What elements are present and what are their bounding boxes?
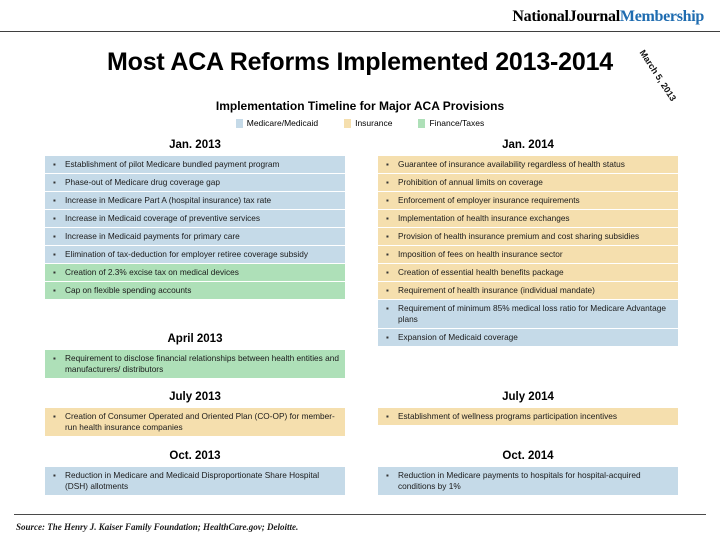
timeline-item-label: Prohibition of annual limits on coverage — [398, 177, 543, 187]
timeline-group-rows — [378, 156, 678, 346]
timeline-item — [378, 156, 678, 173]
timeline-group-rows — [378, 467, 678, 495]
timeline-item-label: Establishment of wellness programs participation incentives — [398, 411, 618, 421]
bullet-icon: ▪ — [386, 196, 389, 205]
timeline-item — [378, 174, 678, 191]
timeline-item-label: Expansion of Medicaid coverage — [398, 332, 518, 342]
timeline-item — [378, 329, 678, 346]
timeline-item — [45, 350, 345, 378]
timeline-item-label: Requirement to disclose financial relationships between health entities and manufacturers/ distributors — [65, 353, 339, 374]
timeline-item-label: Reduction in Medicare payments to hospitals for hospital-acquired conditions by 1% — [398, 470, 641, 491]
timeline-item-label: Elimination of tax-deduction for employer retiree coverage subsidy — [65, 249, 309, 259]
timeline-item — [378, 408, 678, 425]
footer-divider — [14, 514, 706, 515]
bullet-icon: ▪ — [386, 412, 389, 421]
timeline-group — [45, 449, 345, 496]
bullet-icon: ▪ — [386, 286, 389, 295]
legend-swatch-finance — [418, 119, 425, 128]
timeline-group-rows — [378, 408, 678, 425]
legend — [0, 118, 720, 128]
timeline-group — [378, 449, 678, 496]
timeline-item-label: Establishment of pilot Medicare bundled payment program — [65, 159, 280, 169]
timeline-item — [378, 192, 678, 209]
timeline-item-label: Guarantee of insurance availability regardless of health status — [398, 159, 625, 169]
timeline-item — [45, 192, 345, 209]
timeline-group-rows — [45, 156, 345, 299]
timeline-item — [378, 210, 678, 227]
timeline-item-label: Increase in Medicaid coverage of preventive services — [65, 213, 261, 223]
page-title: Most ACA Reforms Implemented 2013-2014 — [107, 48, 613, 76]
legend-item-finance — [418, 118, 484, 128]
legend-swatch-insurance — [344, 119, 351, 128]
timeline-item — [378, 282, 678, 299]
timeline-group-rows — [45, 467, 345, 495]
timeline-group-rows — [45, 350, 345, 378]
timeline-group — [45, 390, 345, 437]
legend-item-medicare — [236, 118, 318, 128]
timeline-item-label: Phase-out of Medicare drug coverage gap — [65, 177, 220, 187]
timeline-group-heading: April 2013 — [167, 333, 223, 345]
timeline-item-label: Enforcement of employer insurance requirements — [398, 195, 580, 205]
timeline-group-heading: July 2013 — [169, 391, 221, 403]
bullet-icon: ▪ — [53, 178, 56, 187]
bullet-icon: ▪ — [53, 286, 56, 295]
bullet-icon: ▪ — [53, 268, 56, 277]
bullet-icon: ▪ — [386, 160, 389, 169]
legend-label-medicare: Medicare/Medicaid — [246, 118, 319, 128]
timeline-item — [378, 467, 678, 495]
timeline-item-label: Cap on flexible spending accounts — [65, 285, 192, 295]
bullet-icon: ▪ — [386, 250, 389, 259]
bullet-icon: ▪ — [53, 471, 56, 480]
bullet-icon: ▪ — [53, 196, 56, 205]
timeline-item-label: Reduction in Medicare and Medicaid Disproportionate Share Hospital (DSH) allotments — [65, 470, 320, 491]
legend-label-insurance: Insurance — [355, 118, 393, 128]
bullet-icon: ▪ — [386, 214, 389, 223]
timeline-item — [45, 210, 345, 227]
bullet-icon: ▪ — [386, 333, 389, 342]
timeline-item-label: Creation of 2.3% excise tax on medical devices — [65, 267, 239, 277]
timeline-item-label: Increase in Medicare Part A (hospital insurance) tax rate — [65, 195, 272, 205]
legend-item-insurance — [344, 118, 392, 128]
timeline-item — [45, 156, 345, 173]
legend-swatch-medicare — [236, 119, 243, 128]
timeline-group — [378, 390, 678, 426]
timeline-group-heading: July 2014 — [502, 391, 554, 403]
brand-name-primary: NationalJournal — [512, 8, 620, 25]
bullet-icon: ▪ — [386, 268, 389, 277]
timeline-item — [45, 467, 345, 495]
timeline-item-label: Implementation of health insurance exchanges — [398, 213, 570, 223]
header-divider — [0, 31, 720, 32]
timeline-item-label: Imposition of fees on health insurance sector — [398, 249, 563, 259]
bullet-icon: ▪ — [386, 232, 389, 241]
timeline-item-label: Requirement of minimum 85% medical loss ratio for Medicare Advantage plans — [398, 303, 666, 324]
timeline-group-rows — [45, 408, 345, 436]
bullet-icon: ▪ — [53, 250, 56, 259]
timeline-item-label: Creation of essential health benefits package — [398, 267, 564, 277]
date-stamp-label: March 5, 2013 — [637, 48, 679, 103]
brand-name-secondary: Membership — [619, 8, 704, 25]
timeline-item — [45, 264, 345, 281]
timeline-item — [378, 264, 678, 281]
bullet-icon: ▪ — [53, 412, 56, 421]
timeline-item — [45, 246, 345, 263]
bullet-icon: ▪ — [386, 178, 389, 187]
bullet-icon: ▪ — [53, 232, 56, 241]
timeline-item-label: Increase in Medicaid payments for primary care — [65, 231, 240, 241]
timeline-item-label: Creation of Consumer Operated and Oriented Plan (CO-OP) for member-run health insurance companies — [65, 411, 335, 432]
timeline-item — [378, 246, 678, 263]
timeline-group — [378, 138, 678, 347]
bullet-icon: ▪ — [386, 304, 389, 313]
legend-label-finance: Finance/Taxes — [429, 118, 485, 128]
timeline-item — [378, 300, 678, 328]
timeline-item — [378, 228, 678, 245]
timeline-item — [45, 228, 345, 245]
timeline-group — [45, 138, 345, 300]
timeline-item — [45, 174, 345, 191]
source-note: Source: The Henry J. Kaiser Family Foundation; HealthCare.gov; Deloitte. — [16, 522, 299, 532]
timeline-group-heading: Jan. 2013 — [169, 139, 221, 151]
implementation-timeline — [0, 138, 720, 506]
timeline-item — [45, 282, 345, 299]
timeline-item-label: Requirement of health insurance (individual mandate) — [398, 285, 595, 295]
bullet-icon: ▪ — [386, 471, 389, 480]
bullet-icon: ▪ — [53, 160, 56, 169]
timeline-group — [45, 332, 345, 379]
brand-logo — [512, 8, 704, 26]
page-subtitle: Implementation Timeline for Major ACA Provisions — [215, 99, 505, 113]
bullet-icon: ▪ — [53, 354, 56, 363]
timeline-item-label: Provision of health insurance premium and cost sharing subsidies — [398, 231, 640, 241]
timeline-group-heading: Oct. 2014 — [502, 450, 554, 462]
timeline-group-heading: Oct. 2013 — [169, 450, 221, 462]
bullet-icon: ▪ — [53, 214, 56, 223]
timeline-group-heading: Jan. 2014 — [502, 139, 554, 151]
timeline-item — [45, 408, 345, 436]
